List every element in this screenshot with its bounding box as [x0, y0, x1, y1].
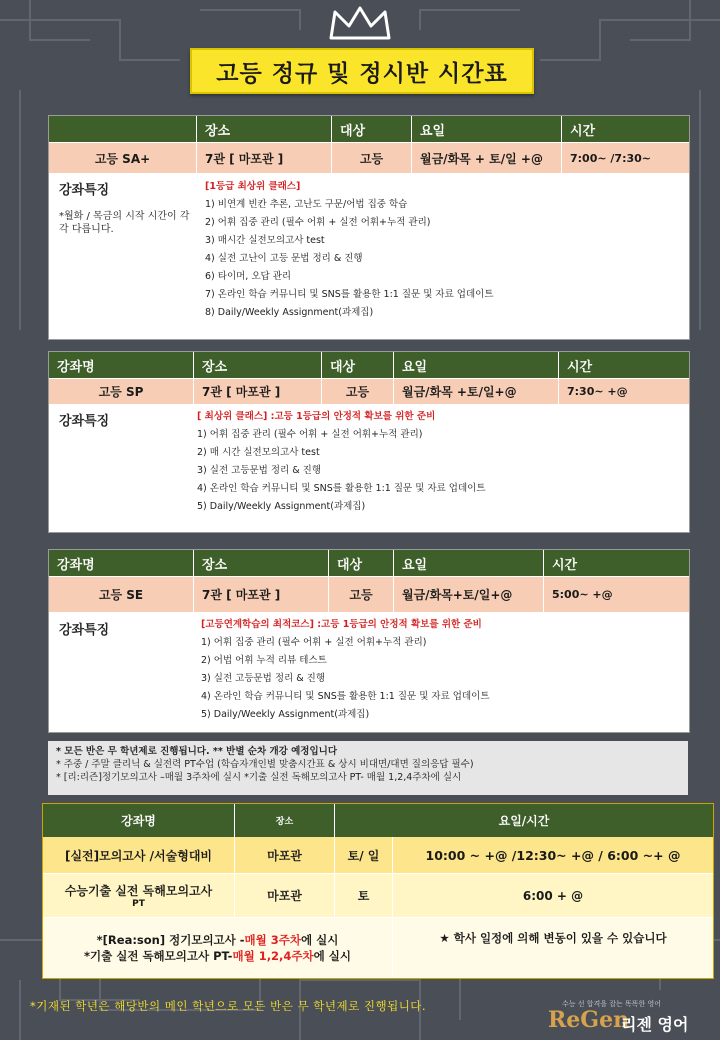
course-time: 7:30~ +@	[567, 385, 628, 398]
feature-item: 7) 온라인 학습 커뮤니티 및 SNS를 활용한 1:1 질문 및 자료 업데이트	[205, 289, 494, 300]
feature-item: 6) 타이머, 오답 관리	[205, 271, 292, 282]
feature-item: 4) 온라인 학습 커뮤니티 및 SNS를 활용한 1:1 질문 및 자료 업데이트	[197, 483, 486, 494]
regen-logo: ReGen	[548, 1007, 630, 1033]
course-card-sp	[48, 351, 690, 533]
course-place: 7관 [ 마포관 ]	[194, 577, 329, 612]
header-place: 장소	[194, 352, 322, 378]
footnote-text: 에 실시	[301, 932, 339, 947]
header-course-name: 강좌명	[49, 352, 194, 378]
header-course-name: 강좌명	[49, 550, 194, 576]
course-days: 월금/화목 + 토/일 +@	[412, 143, 562, 173]
header-target: 대상	[322, 352, 394, 378]
feature-item: 1) 어휘 집중 관리 (필수 어휘 + 실전 어휘+누적 관리)	[201, 637, 427, 648]
notes-box	[48, 741, 688, 795]
header-time: 시간	[570, 123, 596, 139]
course-card-se	[48, 549, 690, 733]
course-name: 고등 SE	[49, 577, 194, 612]
feature-item: 5) Daily/Weekly Assignment(과제집)	[201, 709, 370, 720]
course-target: 고등	[329, 577, 394, 612]
feature-item: 4) 실전 고난이 고등 문법 정리 & 진행	[205, 253, 363, 264]
course-time: 7:00~ /7:30~	[570, 151, 652, 165]
footnote-highlight: 매월 3주차	[244, 932, 301, 947]
header-place: 장소	[194, 550, 329, 576]
header-days: 요일	[412, 116, 562, 142]
course-target: 고등	[322, 379, 394, 404]
schedule-row-name	[43, 874, 235, 918]
note-line: * 주중 / 주말 클리닉 & 실전력 PT수업 (학습자개인별 맞춤시간표 & 상시 비대면/대면 질의응답 필수)	[56, 759, 474, 770]
course-card-sa-plus	[48, 115, 690, 340]
course-table-header	[49, 550, 689, 576]
header-target: 대상	[329, 550, 394, 576]
header-target: 대상	[332, 116, 412, 142]
schedule-row-name-sub: PT	[132, 899, 145, 909]
feature-item: 1) 어휘 집중 관리 (필수 어휘 + 실전 어휘+누적 관리)	[197, 429, 423, 440]
course-days: 월금/화목 +토/일+@	[394, 379, 559, 404]
feature-item: 2) 매 시간 실전모의고사 test	[197, 447, 320, 458]
footnote-line	[97, 932, 339, 948]
schedule-change-notice: ★ 학사 일정에 의해 변동이 있을 수 있습니다	[393, 918, 713, 958]
course-row	[49, 142, 689, 173]
schedule-header-place: 장소	[235, 804, 335, 837]
feature-item: 2) 어휘 집중 관리 (필수 어휘 + 실전 어휘+누적 관리)	[205, 217, 431, 228]
feature-item: 4) 온라인 학습 커뮤니티 및 SNS를 활용한 1:1 질문 및 자료 업데이트	[201, 691, 490, 702]
schedule-row-place: 마포관	[235, 874, 335, 918]
header-place: 장소	[197, 116, 332, 142]
course-table-header	[49, 116, 689, 142]
footnote-text: *[Rea:son] 정기모의고사 -	[96, 932, 245, 947]
course-place: 7관 [ 마포관 ]	[194, 379, 322, 404]
page-title-banner	[190, 48, 534, 94]
course-name: 고등 SP	[49, 379, 194, 404]
footnote-highlight: 매월 1,2,4주차	[232, 948, 314, 963]
exam-schedule-table	[42, 803, 714, 979]
course-target: 고등	[332, 143, 412, 173]
feature-list	[205, 178, 685, 322]
feature-note: *월화 / 목금의 시작 시간이 각각 다릅니다.	[59, 211, 190, 235]
course-place: 7관 [ 마포관 ]	[197, 143, 332, 173]
schedule-row-name-main: 수능기출 실전 독해모의고사	[64, 884, 213, 898]
schedule-footnote	[43, 918, 393, 977]
crown-icon	[325, 4, 395, 44]
feature-item: 8) Daily/Weekly Assignment(과제집)	[205, 307, 374, 318]
header-time: 시간	[552, 557, 578, 573]
schedule-row-time: 6:00 + @	[393, 874, 713, 918]
feature-item: 3) 매시간 실전모의고사 test	[205, 235, 325, 246]
schedule-row-day: 토/ 일	[335, 837, 393, 874]
header-course-name	[49, 116, 197, 142]
feature-label: 강좌특징	[59, 623, 110, 638]
footnote-text: *기출 실전 독해모의고사 PT-	[83, 948, 233, 963]
header-days: 요일	[394, 550, 544, 576]
feature-list	[201, 616, 687, 724]
feature-heading: [ 최상위 클래스] :고등 1등급의 안정적 확보를 위한 준비	[197, 411, 436, 422]
course-name: 고등 SA+	[49, 143, 197, 173]
schedule-header-time: 요일/시간	[335, 804, 713, 837]
feature-item: 5) Daily/Weekly Assignment(과제집)	[197, 501, 366, 512]
note-line: * 모든 반은 무 학년제로 진행됩니다. ** 반별 순차 개강 예정입니다	[56, 746, 338, 757]
feature-heading: [1등급 최상위 클래스]	[205, 181, 301, 192]
course-row	[49, 378, 689, 404]
note-line: * [리:리즌]정기모의고사 –매월 3주차에 실시 *기출 실전 독해모의고사 PT- 매월 1,2,4주차에 실시	[56, 772, 462, 783]
feature-label: 강좌특징	[59, 414, 110, 429]
feature-list	[197, 408, 687, 516]
feature-item: 3) 실전 고등문법 정리 & 진행	[201, 673, 326, 684]
course-days: 월금/화목+토/일+@	[394, 577, 544, 612]
regen-logo-korean: 리젠 영어	[621, 1015, 689, 1034]
logo-tagline: 수능 선 합격을 잡는 똑똑한 영어	[562, 1000, 662, 1008]
feature-label: 강좌특징	[59, 183, 110, 198]
course-time: 5:00~ +@	[552, 588, 613, 601]
feature-item: 2) 어법 어휘 누적 리뷰 테스트	[201, 655, 327, 666]
schedule-row-time: 10:00 ~ +@ /12:30~ +@ / 6:00 ~+ @	[393, 837, 713, 874]
footnote-text: 에 실시	[313, 948, 351, 963]
schedule-row-place: 마포관	[235, 837, 335, 874]
schedule-row-day: 토	[335, 874, 393, 918]
footnote-line	[84, 948, 351, 964]
header-time: 시간	[567, 359, 593, 375]
schedule-header-name: 강좌명	[43, 804, 235, 837]
page-title: 고등 정규 및 정시반 시간표	[216, 60, 508, 87]
course-row	[49, 576, 689, 612]
schedule-row-name: [실전]모의고사 /서술형대비	[43, 837, 235, 874]
feature-item: 1) 비연계 빈칸 추론, 고난도 구문/어법 집중 학습	[205, 199, 408, 210]
feature-item: 3) 실전 고등문법 정리 & 진행	[197, 465, 322, 476]
footer-note: *기재된 학년은 해당반의 메인 학년으로 모든 반은 무 학년제로 진행됩니다.	[30, 999, 427, 1013]
course-table-header	[49, 352, 689, 378]
feature-heading: [고등연계학습의 최적코스] :고등 1등급의 안정적 확보를 위한 준비	[201, 619, 482, 630]
header-days: 요일	[394, 352, 559, 378]
